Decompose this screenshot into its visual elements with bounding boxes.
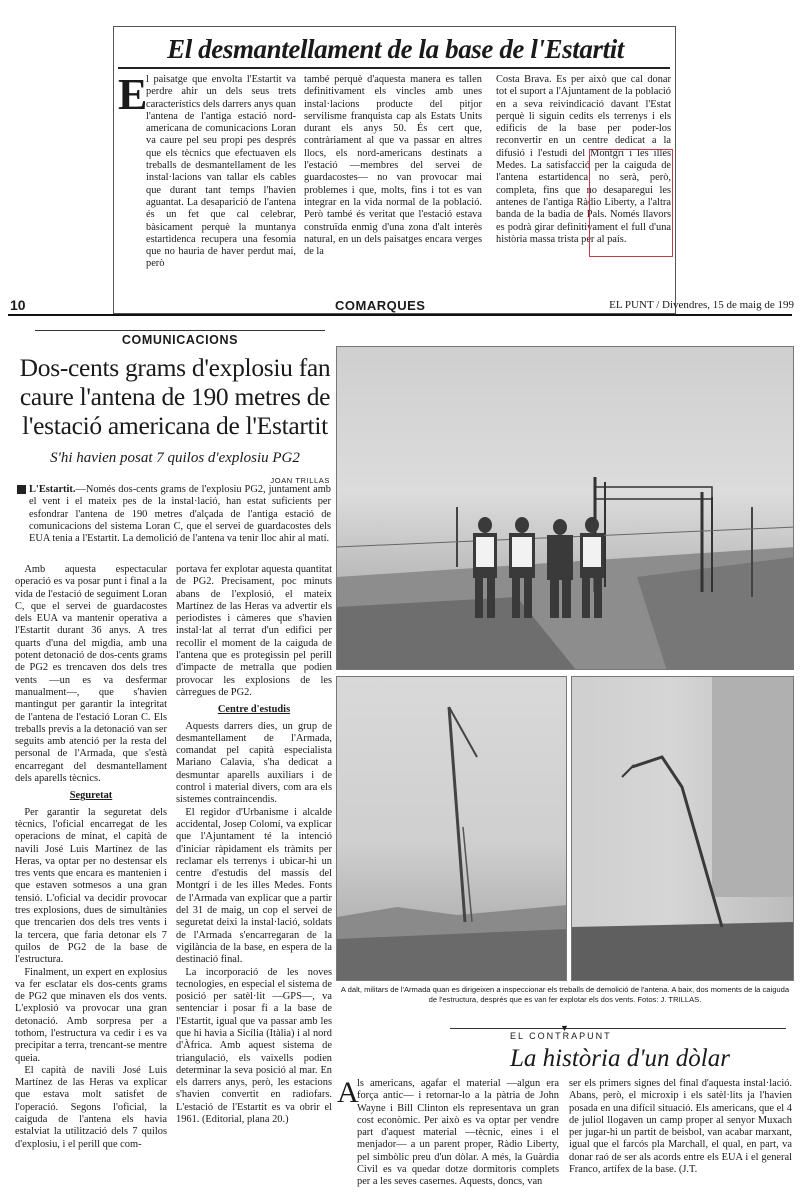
article-kicker: COMUNICACIONS <box>121 333 239 347</box>
contrapunt-title: La història d'un dòlar <box>510 1045 730 1072</box>
section-name: COMARQUES <box>335 298 426 313</box>
subtitle-centre-estudis: Centre d'estudis <box>217 704 291 716</box>
editorial-title: El desmantellament de la base de l'Estartit <box>167 34 624 64</box>
contrapunt-column-2-text: ser els primers signes del final d'aquesta instal·lació. Abans, però, el microxip i els satèl·lits ja l'havien posada en una difícil situació. Els americans, que el 4 de juliol llogaven un camp proper al senyor Muxach per jugar-hi un partit de beisbol, van acabar marxant, igual que el farcós pla Marchall, el qual, en part, va donar raó de ser als acords entre els EUA i el general Franco, artífex de la base. (J.T. <box>569 1078 792 1176</box>
photo-antenna-falling-1 <box>336 676 567 981</box>
paragraph: Aquests darrers dies, un grup de desmantellament de l'Armada, comandat pel capità especialista Mariano Calavia, s'ha dedicat a desmuntar aparells auxiliars i de control i material divers, com ara els sistemes contraincendis. <box>176 720 332 806</box>
photo-caption: A dalt, militars de l'Armada quan es dirigeixen a inspeccionar els treballs de demolició de l'antena. A baix, dos moments de la caiguda de l'estructura, després que es van fer explotar els dos vents. Fotos: J. TRILLAS. <box>340 985 790 1004</box>
editorial-column-1 <box>122 74 296 280</box>
editorial-column-3-text: Costa Brava. És per això que cal donar tot el suport a l'Ajuntament de la població en a seva reivindicació davant l'Estat perquè li siguin cedits els terrenys i els edificis de la base per poder-los reconvertir en un centre dedicat a la difusió i l'estudi del Montgrí i les illes Medes. La satisfacció per la caiguda de l'antena estartidenca no serà, però, completa, fins que no desaparegui les antenes de l'antiga Ràdio Liberty, a l'altra banda de la badia de Pals. Només llavors es podrà girar definitivament el full d'una història massa trista per al país. <box>496 74 671 245</box>
photo-military-walking <box>336 346 794 670</box>
highlight-annotation-box <box>589 149 673 257</box>
publication-date: EL PUNT / Divendres, 15 de maig de 199 <box>609 299 794 311</box>
paragraph: Amb aquesta espectacular operació es va posar punt i final a la vida de l'estació de seguiment Loran C, que el servei de guardacostes dels EUA va mantenir operativa a l'Estartit durant 36 anys. A tres quarts d'una del migdia, amb una potent detonació de dos-cents grams de PG2 es trencaven dos dels tres vents —un es va desfermar manualment—, que s'havien mantingut per garantir la integritat de l'antena de l'estació Loran C. Els treballs previs a la detonació van ser seguits amb atenció per la resta del personal de l'Armada, que s'està encarregant del desmantellament dels aparells tècnics. <box>15 564 167 785</box>
photo-illustration <box>572 677 794 981</box>
article-subheadline: S'hi havien posat 7 quilos d'explosiu PG2 <box>50 450 300 466</box>
lead-text: —Només dos-cents grams de l'explosiu PG2, juntament amb el vent i el mateix pes de la instal·lació, han estat suficients per esfondrar l'antena de 190 metres d'alçada de l'antiga estació de comunicacions del sistema Loran C, que el servei de guardacostes dels EUA tenia a l'Estartit. La demolició de l'antena va tenir lloc ahir al matí. <box>29 484 331 545</box>
contrapunt-dropcap: A <box>337 1076 359 1109</box>
article-column-1 <box>15 564 167 1189</box>
article-column-2 <box>176 564 332 1189</box>
photo-illustration <box>337 347 794 670</box>
paragraph: portava fer explotar aquesta quantitat de PG2. Precisament, poc minuts abans de l'explosió, el mateix Martínez de las Heras va advertir els periodistes i càmeres que s'havien instal·lat al terrat d'un edifici per recollir el moment de la caiguda de l'antena que es protegissin pel perill d'impacte de metralla que podien provocar les explosions de les càrregues de PG2. <box>176 564 332 698</box>
paragraph: Per garantir la seguretat dels tècnics, l'oficial encarregat de les operacions de minat, el capità de navili José Luis Martínez de las Heras, va optar per no destensar els tres vents que encara es mantenien i que estaven sotmesos a una gran tensió. L'oficial va decidir provocar tres explosions, dues de simultànies que trencarien dos dels tres vents i la tercera, que faria detonar els 7 quilos de PG2 de la base de l'estructura. <box>15 806 167 966</box>
editorial-title-rule <box>118 67 670 69</box>
kicker-rule <box>35 330 325 331</box>
contrapunt-column-1-text: ls americans, agafar el material —algun era força antic— i retornar-lo a la pàtria de John Wayne i Bill Clinton els representava un gran cost econòmic. Per això es va optar per vendre part d'aquest material —tècnic, eines i el menjador— a un parent proper, Ràdio Liberty, pel simbòlic preu d'un dòlar. A més, la Guàrdia Civil es va quedar dotze dormitoris complets per a les seves casernes. Aquests, doncs, van <box>357 1078 559 1188</box>
contrapunt-column-1 <box>337 1078 559 1190</box>
photo-illustration <box>337 677 567 981</box>
contrapunt-marker-icon: ▼ <box>560 1023 569 1033</box>
article-lead <box>15 484 331 556</box>
editorial-column-2 <box>304 74 482 280</box>
paragraph: El capità de navili José Luis Martínez de las Heras va explicar que estava molt satisfet de l'operació. Segons l'oficial, la caiguda de l'antena els havia estalviat la utilització dels 7 quilos d'explosiu, i el perill que com- <box>15 1064 167 1150</box>
lead-place: L'Estartit. <box>29 484 76 495</box>
editorial-column-1-text: l paisatge que envolta l'Estartit va perdre ahir un dels seus trets característics dels darrers anys quan l'antena de l'antiga estació nord-americana de comunicacions Loran va caure pel seu propi pes després que els tècnics que efectuaven els treballs de desmantellament de les instal·lacions van tallar els cables que durant tant temps l'havien aguantat. La desaparició de l'antena és un fet que cal celebrar, bàsicament perquè la muntanya estartidenca recupera una fesomia que no hauria de haver perdut mai, però <box>146 74 296 270</box>
subtitle-seguretat: Seguretat <box>69 790 113 802</box>
page-number: 10 <box>10 297 26 313</box>
article-headline: Dos-cents grams d'explosiu fan caure l'antena de 190 metres de l'estació americana de l'Estartit <box>19 353 331 440</box>
paragraph: El regidor d'Urbanisme i alcalde accidental, Josep Colomí, va explicar que l'Ajuntament té la intenció d'iniciar ràpidament els tràmits per reclamar els terrenys i ubicar-hi un centre d'estudis del massís del Montgrí i de les illes Medes. Fonts de l'Armada van explicar que a partir del 31 de maig, un cop el servei de seguretat deixi la instal·lació, soldats de l'Armada s'encarregaran de la vigilància de la base, en espera de la destinació final. <box>176 806 332 966</box>
photo-antenna-falling-2 <box>571 676 794 981</box>
paragraph: La incorporació de les noves tecnologies, en especial el sistema de posició per satèl·lit —GPS—, va sentenciar i posar fi a la base de l'Estartit, igual que va passar amb les que hi havia a Sicília (Itàlia) i al nord d'Àfrica. Amb aquest sistema de triangulació, els vaixells podien determinar la seva posició al mar. En els darrers anys, però, les estacions s'havien convertit en radiofars. L'estació de l'Estartit es va obrir el 1961. (Editorial, plana 20.) <box>176 966 332 1126</box>
article-byline: JOAN TRILLAS <box>270 476 330 485</box>
editorial-column-2-text: també perquè d'aquesta manera es tallen definitivament els vincles amb unes instal·lacions producte del pitjor servilisme franquista cap als Estats Units durant els anys 50. És cert que, contràriament al que va passar en altres llocs, els nord-americans destinats a l'estació —membres del servei de guardacostes— no van provocar mai problemes i que, molts, fins i tot es van integrar en la vida normal de la població. Però també és veritat que l'estació estava construïda enmig d'una zona d'alt interès natural, en un dels paisatges encara verges de la <box>304 74 482 258</box>
contrapunt-column-2 <box>569 1078 792 1190</box>
contrapunt-rule <box>450 1028 786 1029</box>
paragraph: Finalment, un expert en explosius va fer esclatar els dos-cents grams de PG2 que minaven els dos vents. L'explosió va provocar una gran detonació. Amb sorpresa per a tothom, l'estructura va cedir i es va precipitar a terra, trencant-se mentre queia. <box>15 966 167 1064</box>
editorial-dropcap: E <box>118 70 148 119</box>
header-rule <box>8 314 792 316</box>
contrapunt-label: EL CONTRAPUNT <box>510 1031 612 1041</box>
